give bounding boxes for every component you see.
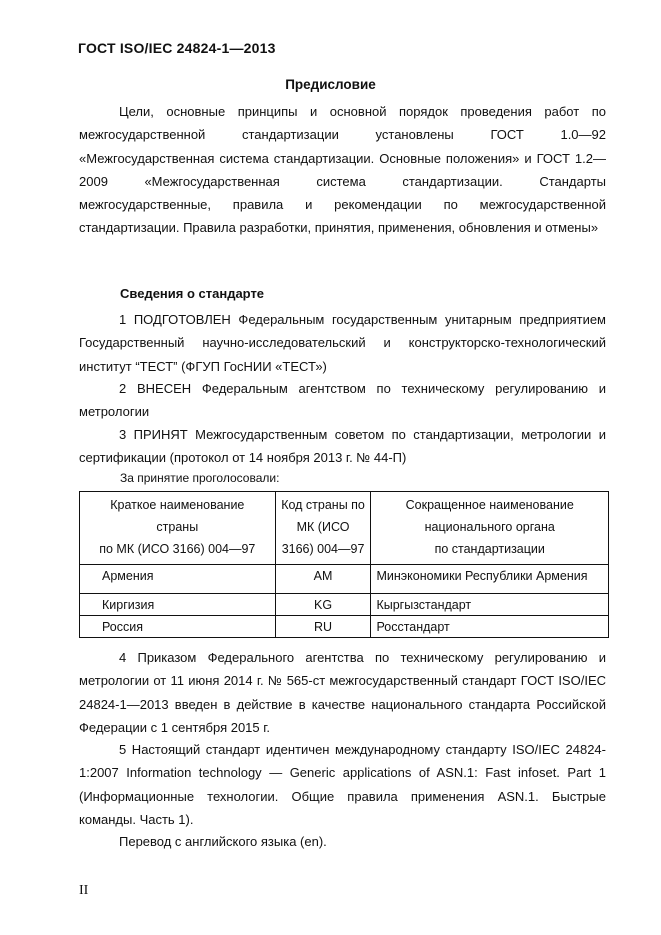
votes-table <box>79 491 609 638</box>
header-org <box>371 492 609 565</box>
info-item-5: 5 Настоящий стандарт идентичен международному стандарту ISO/IEC 24824-1:2007 Information technology — Generic applications of ASN.1: Fast infoset. Part 1 (Информационные технологии. Общие правила применения ASN.1. Быстрые команды. Часть 1). <box>79 742 606 827</box>
header-org-line-1: Сокращенное наименование <box>405 498 574 512</box>
header-country <box>80 492 276 565</box>
table-caption: За принятие проголосовали: <box>120 471 280 485</box>
info-item-2: 2 ВНЕСЕН Федеральным агентством по техническому регулированию и метрологии <box>79 381 606 420</box>
cell-org: Минэкономики Республики Армения <box>371 565 609 594</box>
cell-country: Россия <box>80 616 276 638</box>
header-country-line-1: Краткое наименование <box>110 498 245 512</box>
header-code-line-1: Код страны по <box>281 498 365 512</box>
header-code <box>275 492 371 565</box>
cell-country: Армения <box>80 565 276 594</box>
cell-org: Росстандарт <box>371 616 609 638</box>
header-org-line-3: по стандартизации <box>434 542 545 556</box>
table-row <box>80 616 609 638</box>
table-row <box>80 594 609 616</box>
info-item-1: 1 ПОДГОТОВЛЕН Федеральным государственным унитарным предприятием Государственный научно-исследовательский и конструкторско-технологический институт “ТЕСТ” (ФГУП ГосНИИ «ТЕСТ») <box>79 312 606 374</box>
foreword-paragraph: Цели, основные принципы и основной порядок проведения работ по межгосударственной стандартизации установлены ГОСТ 1.0—92 «Межгосударственная система стандартизации. Основные положения» и ГОСТ 1.2—2009 «Межгосударственная система стандартизации. Стандарты межгосударственные, правила и рекомендации по межгосударственной стандартизации. Правила разработки, принятия, применения, обновления и отмены» <box>79 104 606 236</box>
translation-note: Перевод с английского языка (en). <box>119 834 327 849</box>
cell-code: KG <box>275 594 371 616</box>
header-code-line-3: 3166) 004—97 <box>281 542 365 556</box>
cell-code: AM <box>275 565 371 594</box>
header-country-line-3: по МК (ИСО 3166) 004—97 <box>99 542 256 556</box>
table-row <box>80 565 609 594</box>
document-code: ГОСТ ISO/IEC 24824-1—2013 <box>78 40 276 56</box>
info-item-4: 4 Приказом Федерального агентства по техническому регулированию и метрологии от 11 июня 2014 г. № 565-ст межгосударственный стандарт ГОСТ ISO/IEC 24824-1—2013 введен в действие в качестве национального стандарта Российской Федерации с 1 сентября 2015 г. <box>79 650 606 735</box>
standard-info-title: Сведения о стандарте <box>120 286 265 301</box>
header-country-line-2: страны <box>156 520 199 534</box>
table-header-row <box>80 492 609 565</box>
cell-code: RU <box>275 616 371 638</box>
cell-country: Киргизия <box>80 594 276 616</box>
info-item-3: 3 ПРИНЯТ Межгосударственным советом по стандартизации, метрологии и сертификации (протокол от 14 ноября 2013 г. № 44-П) <box>79 427 606 466</box>
page-number: II <box>79 883 89 898</box>
header-org-line-2: национального органа <box>424 520 555 534</box>
header-code-line-2: МК (ИСО <box>296 520 350 534</box>
foreword-title: Предисловие <box>285 77 376 92</box>
cell-org: Кыргызстандарт <box>371 594 609 616</box>
